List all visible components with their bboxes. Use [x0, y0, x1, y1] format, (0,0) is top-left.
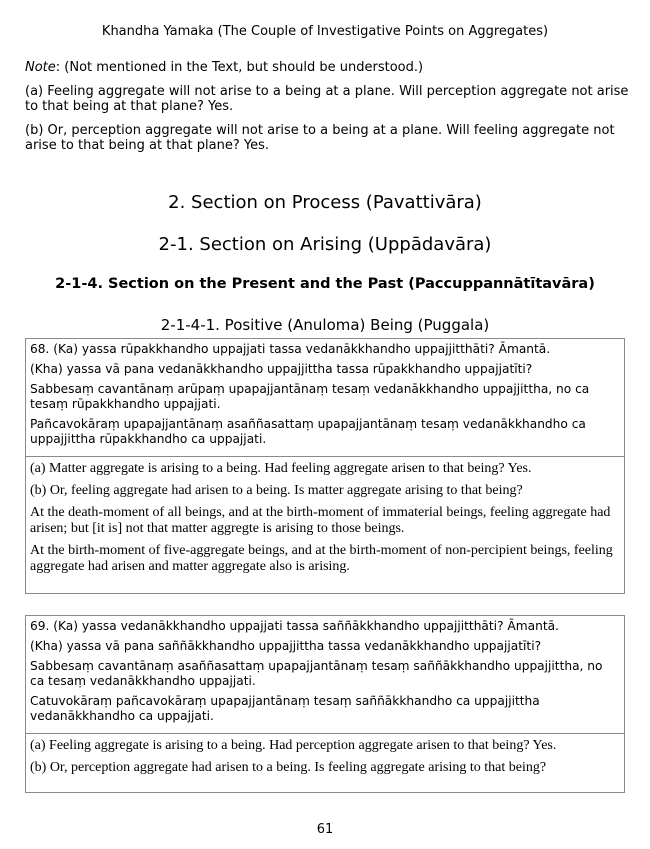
english-line: At the death-moment of all beings, and at the birth-moment of immaterial beings, feeling aggregate had arisen; but [it is] not that matter aggregte is arising to those beings.	[30, 505, 611, 536]
english-line: (b) Or, perception aggregate had arisen to a being. Is feeling aggregate arising to that being?	[30, 760, 547, 775]
pali-text-block	[26, 339, 624, 456]
entry-68-box	[25, 338, 625, 594]
pali-line: Pañcavokāraṃ upapajjantānaṃ asaññasattaṃ upapajjantānaṃ tesaṃ vedanākkhandho ca uppajjittha rūpakkhandho ca uppajjati.	[30, 417, 586, 446]
pali-line: Sabbesaṃ cavantānaṃ arūpaṃ upapajjantānaṃ tesaṃ vedanākkhandho uppajjittha, no ca tesaṃ rūpakkhandho uppajjati.	[30, 382, 590, 411]
running-header: Khandha Yamaka (The Couple of Investigative Points on Aggregates)	[101, 24, 549, 39]
english-line: (b) Or, feeling aggregate had arisen to a being. Is matter aggregate arising to that being?	[30, 483, 523, 498]
english-line: At the birth-moment of five-aggregate beings, and at the birth-moment of non-percipient beings, feeling aggregate had arisen and matter aggregate also is arising.	[30, 543, 613, 574]
pali-line: Catuvokāraṃ pañcavokāraṃ upapajjantānaṃ tesaṃ saññākkhandho ca uppajjittha vedanākkhandho ca uppajjati.	[30, 694, 540, 723]
topic-heading: 2-1-4-1. Positive (Anuloma) Being (Puggala)	[160, 316, 490, 334]
note-line	[25, 60, 630, 75]
pali-line: (Kha) yassa vā pana vedanākkhandho uppajjittha tassa rūpakkhandho uppajjatīti?	[30, 362, 533, 376]
english-translation-block	[26, 456, 624, 585]
english-translation-block	[26, 733, 624, 786]
note-text: : (Not mentioned in the Text, but should be understood.)	[55, 60, 424, 75]
pali-line: 68. (Ka) yassa rūpakkhandho uppajjati tassa vedanākkhandho uppajjitthāti? Āmantā.	[30, 342, 551, 356]
pali-line: 69. (Ka) yassa vedanākkhandho uppajjati tassa saññākkhandho uppajjitthāti? Āmantā.	[30, 619, 559, 633]
intro-item-b: (b) Or, perception aggregate will not arise to a being at a plane. Will feeling aggregate not arise to that being at that plane? Yes.	[25, 123, 615, 153]
intro-item-a: (a) Feeling aggregate will not arise to a being at a plane. Will perception aggregate not arise to that being at that plane? Yes.	[25, 84, 629, 114]
english-line: (a) Matter aggregate is arising to a being. Had feeling aggregate arisen to that being? Yes.	[30, 461, 532, 476]
note-label: Note	[25, 60, 56, 75]
pali-line: (Kha) yassa vā pana saññākkhandho uppajjittha tassa vedanākkhandho uppajjatīti?	[30, 639, 542, 653]
pali-text-block	[26, 616, 624, 733]
intro-notes	[25, 60, 630, 162]
entry-69-box	[25, 615, 625, 793]
page-number: 61	[316, 822, 334, 837]
pali-line: Sabbesaṃ cavantānaṃ asaññasattaṃ upapajjantānaṃ tesaṃ saññākkhandho uppajjittha, no ca tesaṃ vedanākkhandho uppajjati.	[30, 659, 603, 688]
section-heading: 2. Section on Process (Pavattivāra)	[168, 192, 482, 213]
subsection-heading: 2-1. Section on Arising (Uppādavāra)	[158, 234, 492, 255]
english-line: (a) Feeling aggregate is arising to a being. Had perception aggregate arisen to that being? Yes.	[30, 738, 557, 753]
subsubsection-heading: 2-1-4. Section on the Present and the Past (Paccuppannātītavāra)	[55, 276, 595, 292]
